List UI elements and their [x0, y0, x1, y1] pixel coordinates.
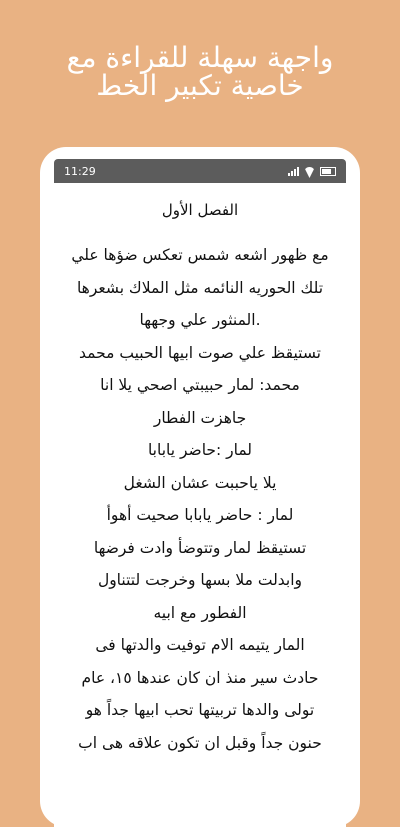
- text-line: تلك الحوريه النائمه مثل الملاك بشعرها: [76, 278, 324, 297]
- text-line: .المنثور علي وجهها: [139, 311, 261, 329]
- text-line: محمد: لمار حبيبتي اصحي يلا انا: [100, 376, 300, 394]
- text-line: المار يتيمه الام توفيت والدتها فى: [95, 636, 305, 654]
- text-line: مع ظهور اشعه شمس تعكس ضؤها علي: [71, 246, 329, 264]
- text-line: تولى والدها تربيتها تحب ابيها جداً هو: [85, 701, 315, 719]
- text-line: تستيقظ علي صوت ابيها الحبيب محمد: [79, 343, 321, 362]
- promo-headline: [0, 41, 400, 102]
- status-time: 11:29: [64, 164, 96, 178]
- promo-line-2: خاصية تكبير الخط: [96, 69, 304, 102]
- text-line: الفطور مع ابيه: [153, 603, 247, 622]
- text-line: تستيقظ لمار وتتوضأ وادت فرضها: [93, 538, 307, 557]
- wifi-icon: [304, 167, 315, 175]
- text-line: حادث سير منذ ان كان عندها ١٥، عام: [81, 668, 319, 687]
- text-line: لمار :حاضر يابابا: [147, 441, 253, 459]
- status-icons: [288, 166, 336, 176]
- text-line: حنون جداً وقبل ان تكون علاقه هى اب: [78, 733, 322, 752]
- signal-icon: [288, 166, 299, 176]
- phone-screen: [54, 159, 346, 827]
- battery-icon: [320, 167, 336, 176]
- chapter-title: الفصل الأول: [161, 201, 239, 219]
- text-line: يلا ياحببت عشان الشغل: [123, 473, 277, 492]
- promo-line-1: واجهة سهلة للقراءة مع: [66, 41, 334, 74]
- phone-frame: [40, 147, 360, 827]
- text-line: جاهزت الفطار: [153, 408, 247, 427]
- status-bar: [54, 159, 346, 183]
- text-line: لمار : حاضر يابابا صحيت أهوأ: [106, 506, 294, 524]
- text-line: وابدلت ملا بسها وخرجت لتتناول: [97, 571, 303, 589]
- reader-text: [54, 239, 346, 759]
